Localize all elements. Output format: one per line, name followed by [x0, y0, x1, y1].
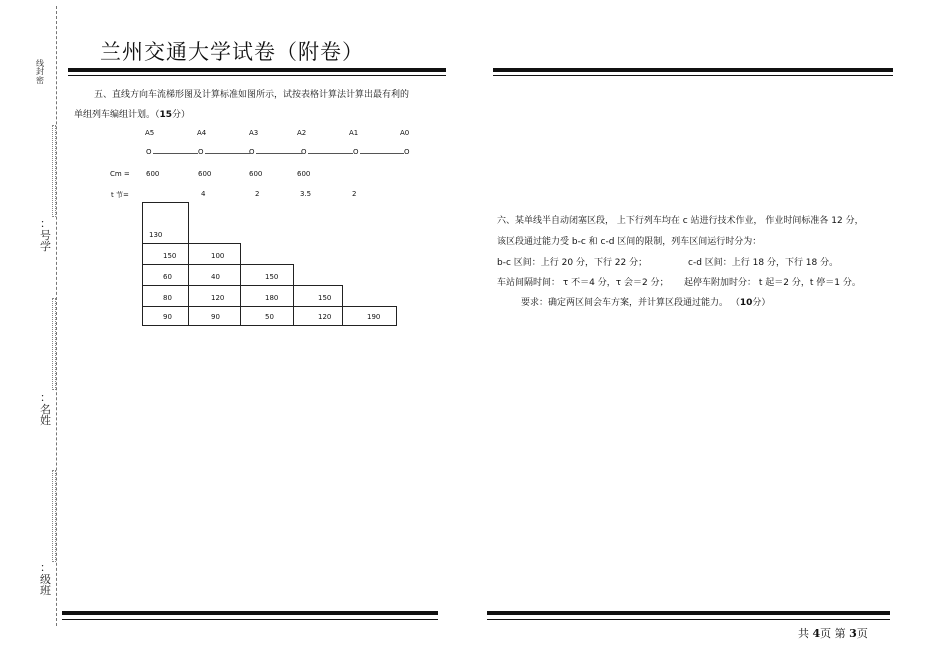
- margin-box: [52, 125, 56, 217]
- station-label: A3: [249, 129, 259, 137]
- q6-text-line4a: 车站间隔时间： τ 不＝4 分，τ 会＝2 分；: [497, 278, 669, 288]
- station-label: A2: [297, 129, 307, 137]
- binding-dashed-line: [56, 6, 57, 626]
- t-value: 2: [352, 190, 357, 198]
- station-label: A0: [400, 129, 410, 137]
- header-rule-right-thin: [493, 75, 893, 76]
- station-node: O: [301, 148, 307, 156]
- t-label: t 节=: [111, 191, 129, 199]
- track-segment: [256, 153, 302, 154]
- footer-rule-left: [62, 611, 438, 615]
- header-rule-left: [68, 68, 446, 72]
- margin-box: [52, 298, 56, 390]
- seal-line-text: 线 封 密: [36, 59, 44, 85]
- t-value: 2: [255, 190, 260, 198]
- class-label: ： 级 班: [40, 561, 51, 598]
- flow-cell: 150: [142, 243, 189, 265]
- footer-rule-right-thin: [487, 619, 890, 620]
- q5-text-line2: 单组列车编组计划。（15分）: [74, 110, 191, 120]
- footer-rule-left-thin: [62, 619, 438, 620]
- station-node: O: [249, 148, 255, 156]
- flow-cell: 90: [142, 306, 189, 326]
- q6-text-line3a: b-c 区间：上行 20 分，下行 22 分；: [497, 258, 648, 268]
- t-value: 3.5: [300, 190, 312, 198]
- t-value: 4: [201, 190, 206, 198]
- name-label: ： 名 姓: [40, 391, 51, 428]
- flow-cell: 40: [188, 264, 241, 286]
- station-label: A5: [145, 129, 155, 137]
- q5-text-line1: 五、直线方向车流梯形图及计算标准如图所示，试按表格计算法计算出最有利的: [94, 90, 410, 100]
- cm-label: Cm =: [110, 170, 130, 178]
- track-segment: [360, 153, 404, 154]
- cm-value: 600: [146, 170, 160, 178]
- track-segment: [308, 153, 353, 154]
- flow-cell: 120: [188, 285, 241, 307]
- station-node: O: [146, 148, 152, 156]
- footer-rule-right: [487, 611, 890, 615]
- header-rule-left-thin: [68, 75, 446, 76]
- page-number: 共 4页 第 3页: [798, 627, 868, 640]
- track-segment: [205, 153, 250, 154]
- cm-value: 600: [249, 170, 263, 178]
- flow-cell: 50: [240, 306, 294, 326]
- station-label: A1: [349, 129, 359, 137]
- cm-value: 600: [297, 170, 311, 178]
- q6-text-line2: 该区段通过能力受 b-c 和 c-d 区间的限制，列车区间运行时分为：: [497, 237, 762, 247]
- cm-value: 600: [198, 170, 212, 178]
- flow-cell: 120: [293, 306, 343, 326]
- station-label: A4: [197, 129, 207, 137]
- flow-cell: 60: [142, 264, 189, 286]
- q6-text-line3b: c-d 区间：上行 18 分，下行 18 分。: [688, 258, 839, 268]
- flow-cell: 100: [188, 243, 241, 265]
- page-title: 兰州交通大学试卷（附卷）: [100, 40, 364, 64]
- flow-cell: 150: [240, 264, 294, 286]
- q6-requirement: 要求：确定两区间会车方案，并计算区段通过能力。 （10分）: [521, 298, 771, 308]
- flow-cell: 90: [188, 306, 241, 326]
- flow-cell: 190: [342, 306, 397, 326]
- station-node: O: [353, 148, 359, 156]
- station-node: O: [198, 148, 204, 156]
- student-id-label: ： 号 学: [40, 217, 51, 254]
- flow-cell: 180: [240, 285, 294, 307]
- track-segment: [153, 153, 198, 154]
- q6-text-line1: 六、某单线半自动闭塞区段， 上下行列车均在 c 站进行技术作业， 作业时间标准各 12 分，: [497, 216, 864, 226]
- margin-box: [52, 470, 56, 562]
- flow-cell: 150: [293, 285, 343, 307]
- header-rule-right: [493, 68, 893, 72]
- flow-cell: 80: [142, 285, 189, 307]
- q6-text-line4b: 起停车附加时分： t 起＝2 分，t 停＝1 分。: [684, 278, 861, 288]
- flow-cell: 130: [142, 202, 189, 244]
- station-node: O: [404, 148, 410, 156]
